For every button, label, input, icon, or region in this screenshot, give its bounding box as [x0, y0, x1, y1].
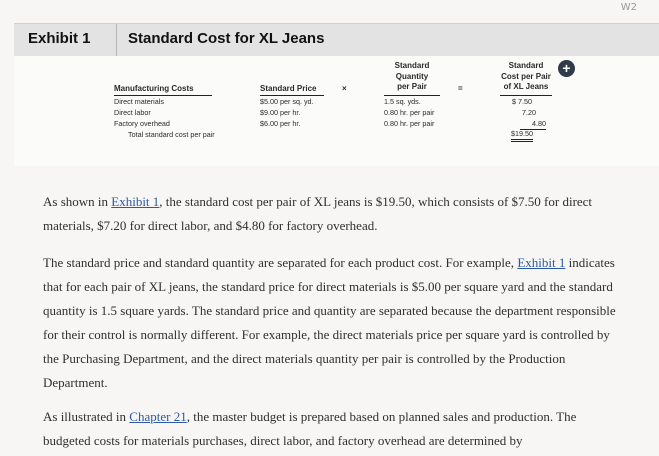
paragraph-3	[43, 405, 623, 453]
row-cost-label: Factory overhead	[114, 119, 170, 128]
row-cost-label: Direct materials	[114, 97, 164, 106]
row-price: $9.00 per hr.	[260, 108, 301, 117]
exhibit-1-link[interactable]: Exhibit 1	[517, 255, 566, 270]
exhibit-label: Exhibit 1	[28, 30, 91, 47]
exhibit-1-link[interactable]: Exhibit 1	[111, 194, 160, 209]
row-qty: 0.80 hr. per pair	[384, 108, 435, 117]
p3-text-before: As illustrated in	[43, 409, 130, 424]
row-price: $5.00 per sq. yd.	[260, 97, 314, 106]
p1-text-after: , the standard cost per pair of XL jeans is $19.50, which consists of $7.50 for direct materials, $7.20 for direct labor, and $4.80 for factory overhead.	[43, 194, 593, 233]
total-label: Total standard cost per pair	[128, 130, 215, 139]
p1-text-before: As shown in	[43, 194, 112, 209]
total-value: $19.50	[511, 129, 533, 142]
header-standard-cost	[495, 61, 557, 93]
equals-symbol: =	[458, 84, 463, 93]
times-symbol: ×	[342, 84, 347, 93]
p3-text-after: , the master budget is prepared based on planned sales and production. The budgeted costs for materials purchases, direct labor, and factory overhead are determined by	[43, 409, 577, 448]
exhibit-divider	[116, 24, 117, 56]
header-standard-cost-line3: of XL Jeans	[503, 82, 549, 91]
row-standard-cost: $ 7.50	[512, 97, 532, 106]
header-standard-cost-line2: Cost per Pair	[501, 71, 551, 81]
p2-text-before: The standard price and standard quantity are separated for each product cost. For example,	[43, 255, 518, 270]
exhibit-title: Standard Cost for XL Jeans	[128, 30, 325, 47]
paragraph-2	[43, 251, 623, 395]
paragraph-1	[43, 190, 623, 238]
p2-text-after: indicates that for each pair of XL jeans, the standard price for direct materials is $5.00 per square yard and the standard quantity is 1.5 square yards. The standard price and quantity are separated because the department responsible for their control is normally different. For example, the direct materials price per square yard is controlled by the Purchasing Department, and the direct materials quantity per pair is controlled by the Production Department.	[43, 255, 616, 390]
row-standard-cost: 4.80	[520, 118, 546, 130]
row-qty: 0.80 hr. per pair	[384, 119, 435, 128]
header-standard-quantity-line2: Quantity	[395, 71, 429, 81]
header-standard-cost-line1: Standard	[508, 61, 544, 70]
exhibit-header	[14, 23, 659, 57]
row-qty: 1.5 sq. yds.	[384, 97, 421, 106]
header-standard-quantity-line3: per Pair	[397, 82, 427, 91]
row-cost-label: Direct labor	[114, 108, 151, 117]
header-standard-price: Standard Price	[260, 84, 317, 93]
header-standard-quantity	[384, 61, 440, 93]
chapter-21-link[interactable]: Chapter 21	[129, 409, 187, 424]
corner-mark: W2	[620, 2, 637, 13]
row-price: $6.00 per hr.	[260, 119, 301, 128]
header-standard-quantity-line1: Standard	[394, 61, 430, 70]
expand-plus-button[interactable]: +	[558, 60, 575, 77]
row-standard-cost: 7.20	[522, 108, 536, 117]
header-manufacturing-costs: Manufacturing Costs	[114, 84, 194, 93]
